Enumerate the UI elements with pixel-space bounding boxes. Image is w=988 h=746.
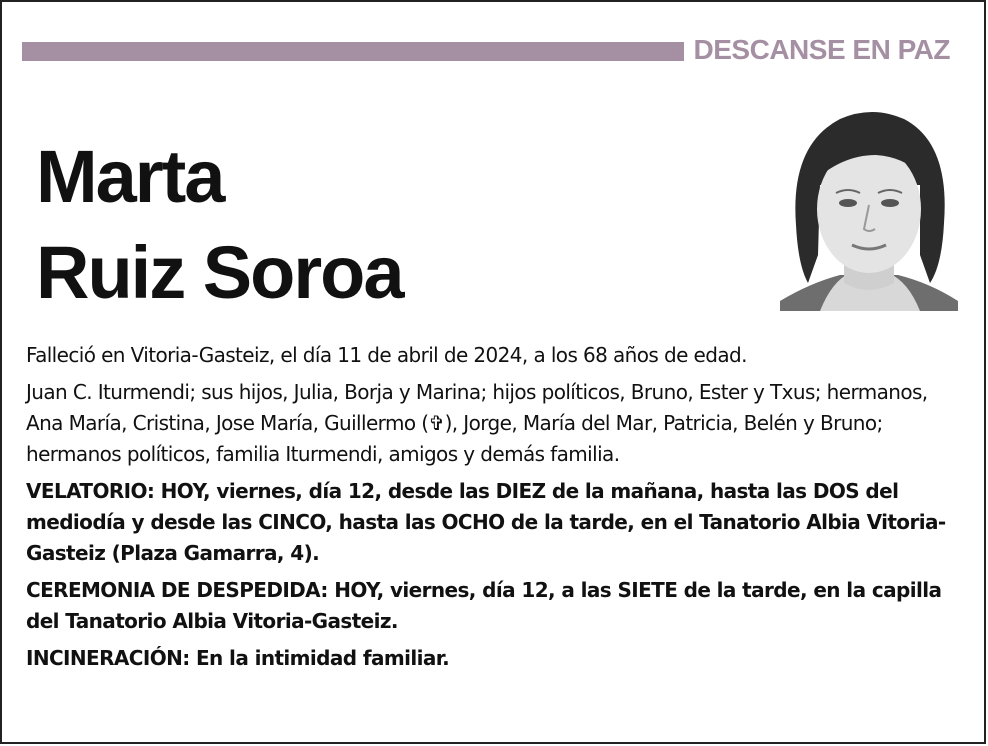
cremation-paragraph: INCINERACIÓN: En la intimidad familiar. (26, 646, 450, 670)
first-name: Marta (36, 135, 224, 218)
ceremony-paragraph: CEREMONIA DE DESPEDIDA: HOY, viernes, día 12, a las SIETE de la tarde, en la capilla del Tanatorio Albia Vitoria-Gasteiz. (26, 578, 942, 633)
section-label: DESCANSE EN PAZ (693, 34, 950, 65)
wake-paragraph: VELATORIO: HOY, viernes, día 12, desde las DIEZ de la mañana, hasta las DOS del mediodía y desde las CINCO, hasta las OCHO de la tarde, en el Tanatorio Albia Vitoria-Gasteiz (Plaza Gamarra, 4). (26, 479, 946, 565)
portrait-photo (780, 105, 958, 311)
family-text-part2: ), Jorge, María del Mar, Patricia, Belén y Bruno; hermanos políticos, familia Iturmendi, amigos y demás familia. (26, 411, 883, 466)
death-line: Falleció en Vitoria-Gasteiz, el día 11 de abril de 2024, a los 68 años de edad. (26, 343, 747, 367)
cross-icon: ✞ (428, 411, 445, 435)
last-name: Ruiz Soroa (36, 231, 403, 314)
family-paragraph (26, 377, 966, 470)
family-text-part1: Juan C. Iturmendi; sus hijos, Julia, Borja y Marina; hijos políticos, Bruno, Ester y Txus; hermanos, Ana María, Cristina, Jose María, Guillermo ( (26, 380, 928, 435)
header-bar (22, 42, 684, 61)
obituary-text (26, 340, 966, 680)
